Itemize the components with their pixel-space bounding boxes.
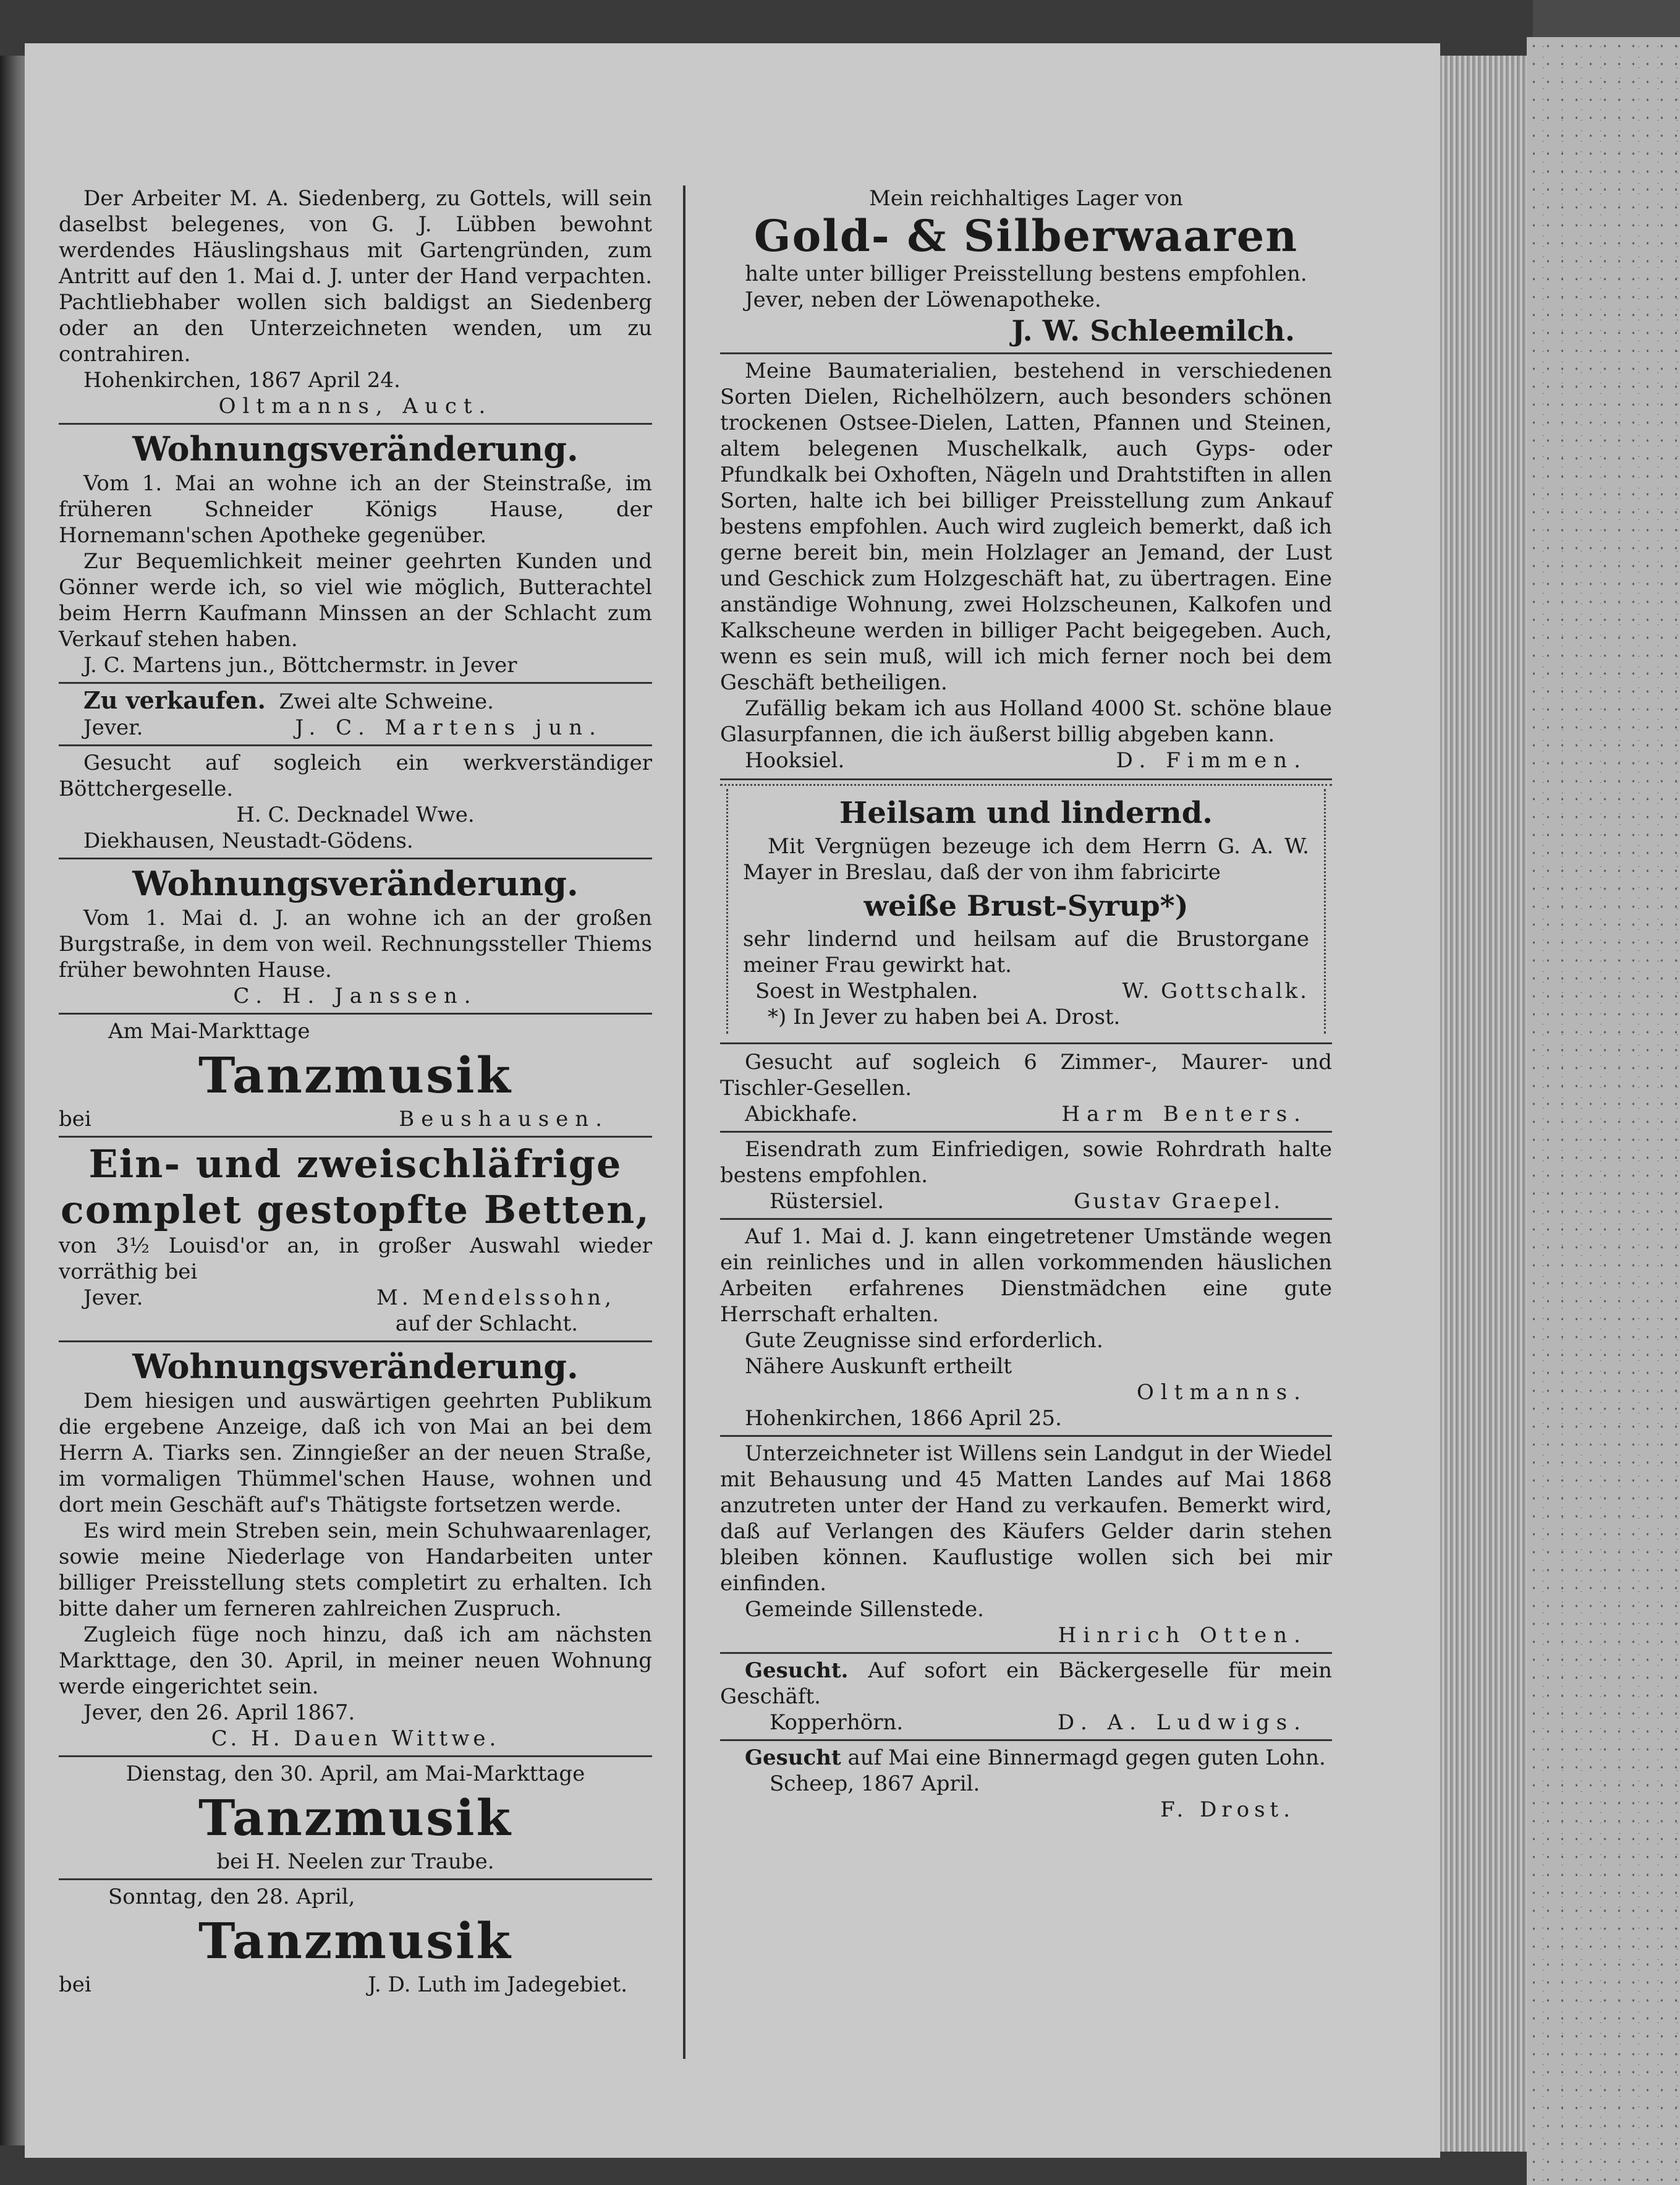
separator (720, 1435, 1332, 1437)
ad-place: Jever, neben der Löwenapotheke. (745, 288, 1101, 312)
ad-footnote: *) In Jever zu haben bei A. Drost. (768, 1005, 1121, 1029)
ad-signature: F. Drost. (1160, 1797, 1295, 1822)
ad-place: Abickhafe. (745, 1102, 858, 1127)
left-column (59, 185, 652, 1998)
ad-product: weiße Brust-Syrup*) (863, 889, 1189, 922)
ad-place: Kopperhörn. (770, 1710, 904, 1735)
separator (59, 1013, 652, 1015)
book-cover-speckled (1527, 37, 1680, 2185)
ad-text: Zwei alte Schweine. (279, 689, 494, 714)
separator (59, 1136, 652, 1138)
ad-title: Wohnungsveränderung. (132, 429, 579, 469)
ad-drost (720, 1745, 1332, 1823)
ad-text: auf Mai eine Binnermagd gegen guten Lohn. (847, 1745, 1326, 1770)
ad-fimmen (720, 358, 1332, 773)
page-stack-edge (1440, 56, 1533, 2152)
ad-text: Meine Baumaterialien, bestehend in verschiedenen Sorten Dielen, Richelhölzern, auch besonders schönen trockenen Ostsee-Dielen, Latten, Pfannen und Steinen, altem belegenen Muschelkalk, auch Gyps- oder Pfundkalk bei Oxhoften, Nägeln und Drahtstiften in allen Sorten, halte ich bei billiger Preisstellung zum Ankauf bestens empfohlen. Auch wird zugleich bemerkt, daß ich gerne bereit bin, mein Holzlager an Jemand, der Lust und Geschick zum Holzgeschäft hat, zu übertragen. Eine anständige Wohnung, zwei Holzscheunen, Kalkofen und Kalkscheune werden in billiger Pacht beigegeben. Auch, wenn es sein muß, will ich mich ferner noch bei dem Geschäft betheiligen. (720, 359, 1332, 695)
ad-place: Diekhausen, Neustadt-Gödens. (83, 828, 414, 853)
ad-title: Wohnungsveränderung. (132, 1347, 579, 1386)
ad-text: Mit Vergnügen bezeuge ich dem Herrn G. A. W. Mayer in Breslau, daß der von ihm fabricirte (743, 834, 1309, 885)
ad-text: Unterzeichneter ist Willens sein Landgut in der Wiedel mit Behausung und 45 Matten Landes auf Mai 1868 anzutreten unter der Hand zu verkaufen. Bemerkt wird, daß auf Verlangen des Käufers Gelder darin stehen bleiben können. Kauflustige wollen sich bei mir einfinden. (720, 1441, 1332, 1596)
ad-title: Tanzmusik (198, 1789, 512, 1847)
ad-signature: J. C. Martens jun. (295, 715, 603, 740)
ad-zu-verkaufen (59, 688, 652, 741)
ad-signature-line2: auf der Schlacht. (395, 1311, 578, 1336)
column-divider (683, 185, 685, 2059)
ad-place: Gemeinde Sillenstede. (745, 1597, 984, 1622)
separator (59, 744, 652, 746)
ad-graepel (720, 1136, 1332, 1214)
ad-date: Hohenkirchen, 1867 April 24. (83, 368, 401, 393)
ad-text: Vom 1. Mai d. J. an wohne ich an der großen Burgstraße, in dem von weil. Rechnungssteller Thiems früher bewohnten Hause. (59, 906, 652, 982)
ad-title: Ein- und zweischläfrige complet gestopfte Betten, (61, 1141, 650, 1232)
ad-tanzmusik-luth (59, 1884, 652, 1998)
separator (59, 682, 652, 684)
ad-signature: Hinrich Otten. (1058, 1623, 1307, 1648)
ad-signature: Harm Benters. (1061, 1102, 1307, 1127)
ad-signature: bei H. Neelen zur Traube. (216, 1849, 494, 1874)
ad-wohnung-janssen (59, 863, 652, 1009)
ad-text: Dem hiesigen und auswärtigen geehrten Publikum die ergebene Anzeige, daß ich von Mai an bei dem Herrn A. Tiarks sen. Zinngießer an der neuen Straße, im vormaligen Thümmel'schen Hause, wohnen und dort mein Geschäft auf's Thätigste fortsetzen werde. (59, 1389, 652, 1517)
separator (59, 858, 652, 859)
ad-wohnung-dauen (59, 1346, 652, 1752)
ad-brust-syrup-box (720, 778, 1332, 1044)
ad-signature: Oltmanns, Auct. (218, 394, 493, 419)
ad-signature: J. C. Martens jun., Böttchermstr. in Jever (83, 653, 517, 678)
ad-text: halte unter billiger Preisstellung bestens empfohlen. (745, 262, 1307, 286)
ad-title: Tanzmusik (198, 1046, 512, 1104)
ad-date: Jever, den 26. April 1867. (83, 1700, 355, 1725)
ad-title: Zu verkaufen. (83, 686, 266, 714)
ad-title: Gesucht (745, 1745, 841, 1770)
ad-date: Hohenkirchen, 1866 April 25. (745, 1406, 1062, 1431)
separator (59, 423, 652, 425)
ad-text: von 3½ Louisd'or an, in großer Auswahl wieder vorräthig bei (59, 1233, 652, 1284)
separator (720, 1739, 1332, 1741)
ad-text: Eisendrath zum Einfriedigen, sowie Rohrdrath halte bestens empfohlen. (720, 1137, 1332, 1188)
separator (59, 1340, 652, 1342)
ad-signature: J. W. Schleemilch. (1011, 314, 1295, 347)
separator (720, 352, 1332, 354)
ad-place: Jever. (83, 1285, 143, 1310)
ad-text: Nähere Auskunft ertheilt (745, 1354, 1012, 1379)
ad-wohnung-martens (59, 428, 652, 678)
ad-boettcher (59, 750, 652, 854)
right-column (720, 185, 1332, 1823)
ad-text: Zufällig bekam ich aus Holland 4000 St. schöne blaue Glasurpfannen, die ich äußerst billig abgeben kann. (720, 696, 1332, 747)
ad-text: sehr lindernd und heilsam auf die Brustorgane meiner Frau gewirkt hat. (743, 927, 1309, 978)
ad-title: Wohnungsveränderung. (132, 864, 579, 903)
ad-signature: C. H. Janssen. (233, 984, 478, 1008)
separator (720, 1652, 1332, 1654)
ad-title: Gesucht. (745, 1658, 849, 1683)
ad-tanzmusik-neelen (59, 1761, 652, 1875)
ad-place: Scheep, 1867 April. (770, 1771, 980, 1796)
ad-bei: bei (59, 1972, 91, 1997)
ad-bei: bei (59, 1107, 91, 1131)
ad-signature: M. Mendelssohn, (376, 1285, 615, 1310)
ad-text: Gesucht auf sogleich 6 Zimmer-, Maurer- und Tischler-Gesellen. (720, 1050, 1332, 1101)
ad-signature: J. D. Luth im Jadegebiet. (368, 1972, 627, 1997)
ad-signature: C. H. Dauen Wittwe. (211, 1726, 500, 1751)
ad-dienstmaedchen (720, 1224, 1332, 1431)
ad-text: Vom 1. Mai an wohne ich an der Steinstraße, im früheren Schneider Königs Hause, der Hornemann'schen Apotheke gegenüber. (59, 471, 652, 548)
ad-pretext: Am Mai-Markttage (108, 1019, 310, 1044)
ad-text: Gesucht auf sogleich ein werkverständiger Böttchergeselle. (59, 751, 652, 801)
ad-benters (720, 1049, 1332, 1127)
ad-pretext: Sonntag, den 28. April, (108, 1885, 355, 1909)
ad-signature: Beushausen. (399, 1107, 609, 1131)
ad-pretext: Dienstag, den 30. April, am Mai-Markttage (125, 1761, 585, 1786)
separator (59, 1878, 652, 1880)
ad-text: Auf 1. Mai d. J. kann eingetretener Umstände wegen ein reinliches und in allen vorkommenden häuslichen Arbeiten erfahrenes Dienstmädchen eine gute Herrschaft erhalten. (720, 1224, 1332, 1327)
ad-betten (59, 1141, 652, 1337)
separator (720, 1131, 1332, 1133)
separator (720, 1218, 1332, 1220)
ad-signature: W. Gottschalk. (1122, 979, 1309, 1003)
ad-signature: Gustav Graepel. (1074, 1189, 1283, 1214)
ad-title: Heilsam und lindernd. (839, 796, 1213, 830)
ad-siedenberg (59, 185, 652, 419)
ad-pretext: Mein reichhaltiges Lager von (869, 186, 1183, 211)
ad-text: Der Arbeiter M. A. Siedenberg, zu Gottels, will sein daselbst belegenes, von G. J. Lübben bewohnt werdendes Häuslingshaus mit Gartengründen, zum Antritt auf den 1. Mai d. J. unter der Hand verpachten. Pachtliebhaber wollen sich baldigst an Siedenberg oder an den Unterzeichneten wenden, um zu contrahiren. (59, 186, 652, 367)
ad-signature: D. Fimmen. (1116, 748, 1307, 773)
ad-text: Zugleich füge noch hinzu, daß ich am nächsten Markttage, den 30. April, in meiner neuen Wohnung werde eingerichtet sein. (59, 1622, 652, 1699)
ad-signature: D. A. Ludwigs. (1057, 1710, 1307, 1735)
separator (59, 1755, 652, 1757)
ad-text: Gute Zeugnisse sind erforderlich. (745, 1328, 1103, 1353)
ad-schleemilch (720, 185, 1332, 349)
ad-ludwigs (720, 1658, 1332, 1736)
ad-text: Auf sofort ein Bäckergeselle für mein Geschäft. (720, 1658, 1332, 1709)
ad-place: Soest in Westphalen. (755, 979, 978, 1003)
ad-otten (720, 1441, 1332, 1648)
ad-text: Zur Bequemlichkeit meiner geehrten Kunden und Gönner werde ich, so viel wie möglich, Butterachtel beim Herrn Kaufmann Minssen an der Schlacht zum Verkauf stehen haben. (59, 549, 652, 652)
ad-signature: H. C. Decknadel Wwe. (236, 803, 475, 827)
ad-title: Gold- & Silberwaaren (753, 210, 1299, 262)
ad-text: Es wird mein Streben sein, mein Schuhwaarenlager, sowie meine Niederlage von Handarbeiten unter billiger Preisstellung stets completirt zu erhalten. Ich bitte daher um ferneren zahlreichen Zuspruch. (59, 1518, 652, 1621)
ad-place: Jever. (83, 715, 143, 740)
ad-title: Tanzmusik (198, 1912, 512, 1970)
ad-tanzmusik-beushausen (59, 1018, 652, 1132)
ad-place: Hooksiel. (745, 748, 845, 773)
ad-signature: Oltmanns. (1137, 1380, 1307, 1405)
ad-place: Rüstersiel. (770, 1189, 885, 1214)
